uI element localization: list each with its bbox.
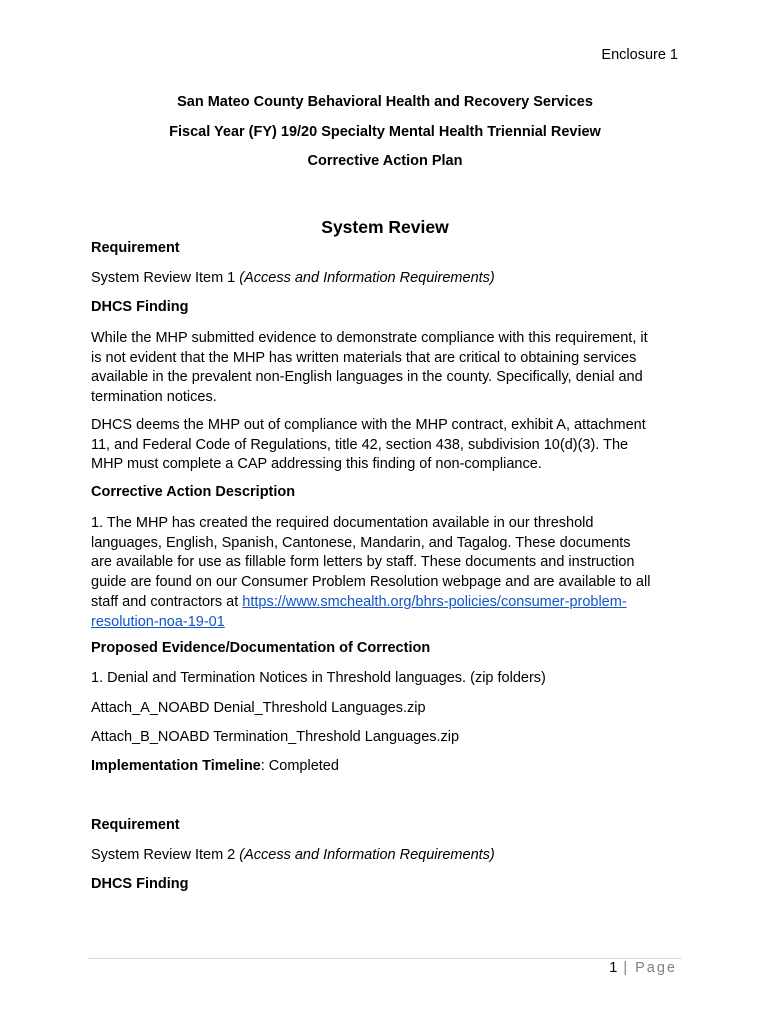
text-line: 11, and Federal Code of Regulations, title 42, section 438, subdivision 10(d)(3). The — [91, 436, 629, 453]
item1-evidence-attachment-b: Attach_B_NOABD Termination_Threshold Languages.zip — [91, 729, 460, 745]
timeline-value: : Completed — [260, 758, 339, 774]
policy-link-continued[interactable]: resolution-noa-19-01 — [91, 613, 225, 630]
item1-finding-paragraph-2 — [91, 416, 681, 475]
item2-requirement-item: System Review Item 2 — [91, 847, 240, 863]
item1-evidence-attachment-a: Attach_A_NOABD Denial_Threshold Languages.zip — [91, 700, 426, 716]
page-word: Page — [635, 960, 677, 976]
item2-requirement-heading: Requirement — [91, 817, 180, 833]
text-line: are available for use as fillable form letters by staff. These documents and instruction — [91, 554, 635, 571]
item1-corrective-action-heading: Corrective Action Description — [91, 484, 296, 500]
item2-requirement-category: (Access and Information Requirements) — [239, 847, 495, 863]
text-line — [91, 613, 681, 633]
text-line: MHP must complete a CAP addressing this finding of non-compliance. — [91, 456, 542, 473]
item1-requirement-item: System Review Item 1 — [91, 270, 240, 286]
text-line: 1. The MHP has created the required documentation available in our threshold — [91, 515, 594, 531]
section-title: System Review — [321, 217, 449, 237]
item1-finding-paragraph-1 — [91, 329, 681, 408]
item1-requirement-category: (Access and Information Requirements) — [239, 270, 495, 286]
item2-finding-heading: DHCS Finding — [91, 876, 189, 892]
item1-requirement-heading: Requirement — [91, 240, 180, 256]
item1-finding-heading: DHCS Finding — [91, 299, 189, 315]
item1-corrective-action-text — [91, 514, 681, 632]
enclosure-label: Enclosure 1 — [601, 47, 678, 63]
policy-link[interactable]: https://www.smchealth.org/bhrs-policies/consumer-problem- — [242, 593, 627, 610]
text-prefix: staff and contractors at — [91, 593, 243, 610]
header-organization: San Mateo County Behavioral Health and Recovery Services — [177, 94, 593, 110]
item1-requirement-text — [91, 270, 495, 286]
text-line — [91, 593, 681, 613]
footer-divider — [88, 958, 682, 959]
header-plan-title: Corrective Action Plan — [307, 153, 463, 169]
page-number: 1 — [609, 960, 618, 976]
page-separator: | — [617, 960, 636, 976]
item1-evidence-item-1: 1. Denial and Termination Notices in Threshold languages. (zip folders) — [91, 670, 546, 686]
page-footer — [609, 960, 677, 976]
text-line: languages, English, Spanish, Cantonese, Mandarin, and Tagalog. These documents — [91, 534, 631, 551]
text-line: available in the prevalent non-English languages in the county. Specifically, denial and — [91, 369, 643, 386]
text-line: DHCS deems the MHP out of compliance with the MHP contract, exhibit A, attachment — [91, 417, 646, 433]
header-review-title: Fiscal Year (FY) 19/20 Specialty Mental Health Triennial Review — [169, 124, 601, 140]
item1-evidence-heading: Proposed Evidence/Documentation of Correction — [91, 640, 431, 656]
text-line: guide are found on our Consumer Problem Resolution webpage and are available to all — [91, 574, 651, 591]
text-line: is not evident that the MHP has written materials that are critical to obtaining services — [91, 349, 637, 366]
item2-requirement-text — [91, 847, 495, 863]
item1-implementation-timeline — [91, 758, 339, 774]
text-line: termination notices. — [91, 389, 217, 406]
text-line: While the MHP submitted evidence to demonstrate compliance with this requirement, it — [91, 330, 648, 346]
timeline-label: Implementation Timeline — [91, 758, 261, 774]
